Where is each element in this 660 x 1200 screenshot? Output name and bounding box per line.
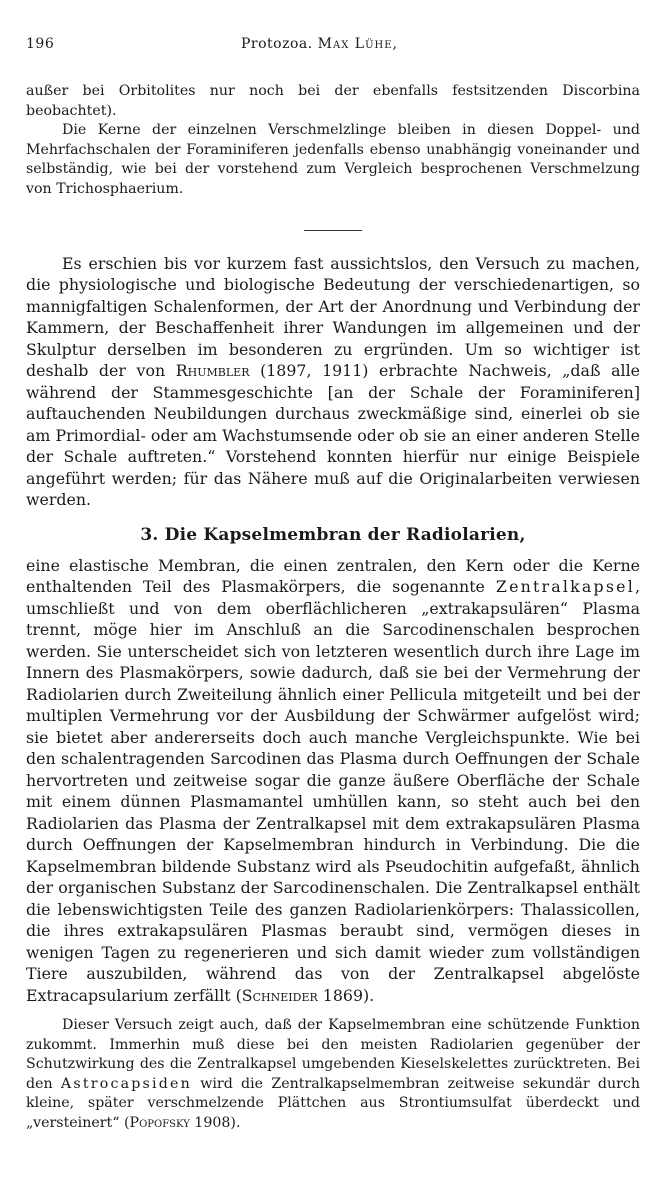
paragraph-protective-function-text-c: 1908).	[189, 1115, 241, 1132]
paragraph-nuclei: Die Kerne der einzelnen Verschmelzlinge bleiben in diesen Doppel- und Mehrfachschalen der Foraminiferen jedenfalls ebenso unabhängig voneinander und selbständig, wie bei der vorstehend zum Vergleich besprochenen Verschmelzung von Trichosphaerium.	[26, 122, 640, 197]
author-popofsky: Popofsky	[129, 1115, 190, 1132]
author-schneider: Schneider	[241, 985, 318, 1005]
term-zentralkapsel: Zentralkapsel	[495, 577, 635, 597]
paragraph-shell-forms-text-a: Es erschien bis vor kurzem fast aussichtslos, den Versuch zu machen, die physiologische und biologische Bedeutung der verschiedenartigen, so mannigfaltigen Schalenformen, der Art der Anordnung und Verbindung der Kammern, der Beschaffenheit ihrer Wandungen im allgemeinen und der Skulptur derselben im besonderen zu ergründen. Um so wichtiger ist deshalb der von	[26, 253, 640, 381]
paragraph-continuation: außer bei Orbitolites nur noch bei der ebenfalls festsitzenden Discorbina beobachtet).	[26, 83, 640, 119]
paragraph-capsule-membrane-text-b: , umschließt und von dem oberflächlicheren „extrakapsulären“ Plasma trennt, möge hier im Anschluß an die Sarcodinenschalen besprochen werden. Sie unterscheidet sich von letzteren wesentlich durch ihre Lage im Innern des Plasmakörpers, sowie dadurch, daß sie bei der Vermehrung der Radiolarien durch Zweiteilung ähnlich einer Pellicula mitgeteilt und bei der multiplen Vermehrung vor der Ausbildung der Schwärmer aufgelöst wird; sie bietet aber andererseits doch auch manche Vergleichspunkte. Wie bei den schalentragenden Sarcodinen das Plasma durch Oeffnungen der Schale hervortreten und zeitweise sogar die ganze äußere Oberfläche der Schale mit einem dünnen Plasmamantel umhüllen kann, so steht auch bei den Radiolarien das Plasma der Zentralkapsel mit dem extrakapsulären Plasma durch Oeffnungen der Kapselmembran hindurch in Verbindung. Die die Kapselmembran bildende Substanz wird als Pseudochitin aufgefaßt, ähnlich der organischen Substanz der Sarcodinenschalen. Die Zentralkapsel enthält die lebenswichtigsten Teile des ganzen Radiolarienkörpers: Thalassicollen, die ihres extrakapsulären Plasmas beraubt sind, vermögen dieses in wenigen Tagen zu regenerieren und sich damit wieder zum vollständigen Tiere auszubilden, während das von der Zentralkapsel abgelöste Extracapsularium zerfällt (	[26, 577, 640, 1005]
paragraph-capsule-membrane	[26, 555, 640, 1007]
running-title-author: Max Lühe,	[317, 36, 398, 52]
section-divider	[304, 230, 362, 231]
author-rhumbler: Rhumbler	[175, 361, 250, 381]
paragraph-capsule-membrane-text-c: 1869).	[317, 985, 375, 1005]
paragraph-protective-function-text-a: Dieser Versuch zeigt auch, daß der Kapselmembran eine schützende Funktion zukommt. Immerhin muß diese bei den meisten Radiolarien gegenüber der Schutzwirkung des die Zentralkapsel umgebenden Kieselskelettes zurücktreten. Bei den	[26, 1017, 640, 1092]
paragraph-shell-forms	[26, 253, 640, 511]
running-title-text: Protozoa.	[241, 36, 313, 52]
paragraph-protective-function	[26, 1016, 640, 1134]
document-page	[26, 36, 640, 1134]
paragraph-shell-forms-text-b: (1897, 1911) erbrachte Nachweis, „daß alle während der Stammesgeschichte [an der Schale der Foraminiferen] auftauchenden Neubildungen durchaus zweckmäßige sind, einerlei ob sie am Primordial- oder am Wachstumsende oder ob sie an einer anderen Stelle der Schale auftreten.“ Vorstehend konnten hierfür nur einige Beispiele angeführt werden; für das Nähere muß auf die Originalarbeiten verwiesen werden.	[26, 361, 640, 510]
running-title	[241, 36, 398, 52]
page-number: 196	[26, 36, 55, 52]
term-astrocapsiden: Astrocapsiden	[60, 1075, 192, 1092]
page-header	[26, 36, 640, 58]
paragraph-protective-function-text-b: wird die Zentralkapselmembran zeitweise sekundär durch kleine, später verschmelzende Plättchen aus Strontiumsulfat überdeckt und „versteinert“ (	[26, 1075, 640, 1132]
paragraph-capsule-membrane-text-a: eine elastische Membran, die einen zentralen, den Kern oder die Kerne enthaltenden Teil des Plasmakörpers, die sogenannte	[26, 555, 640, 597]
section-heading: 3. Die Kapselmembran der Radiolarien,	[140, 524, 526, 545]
